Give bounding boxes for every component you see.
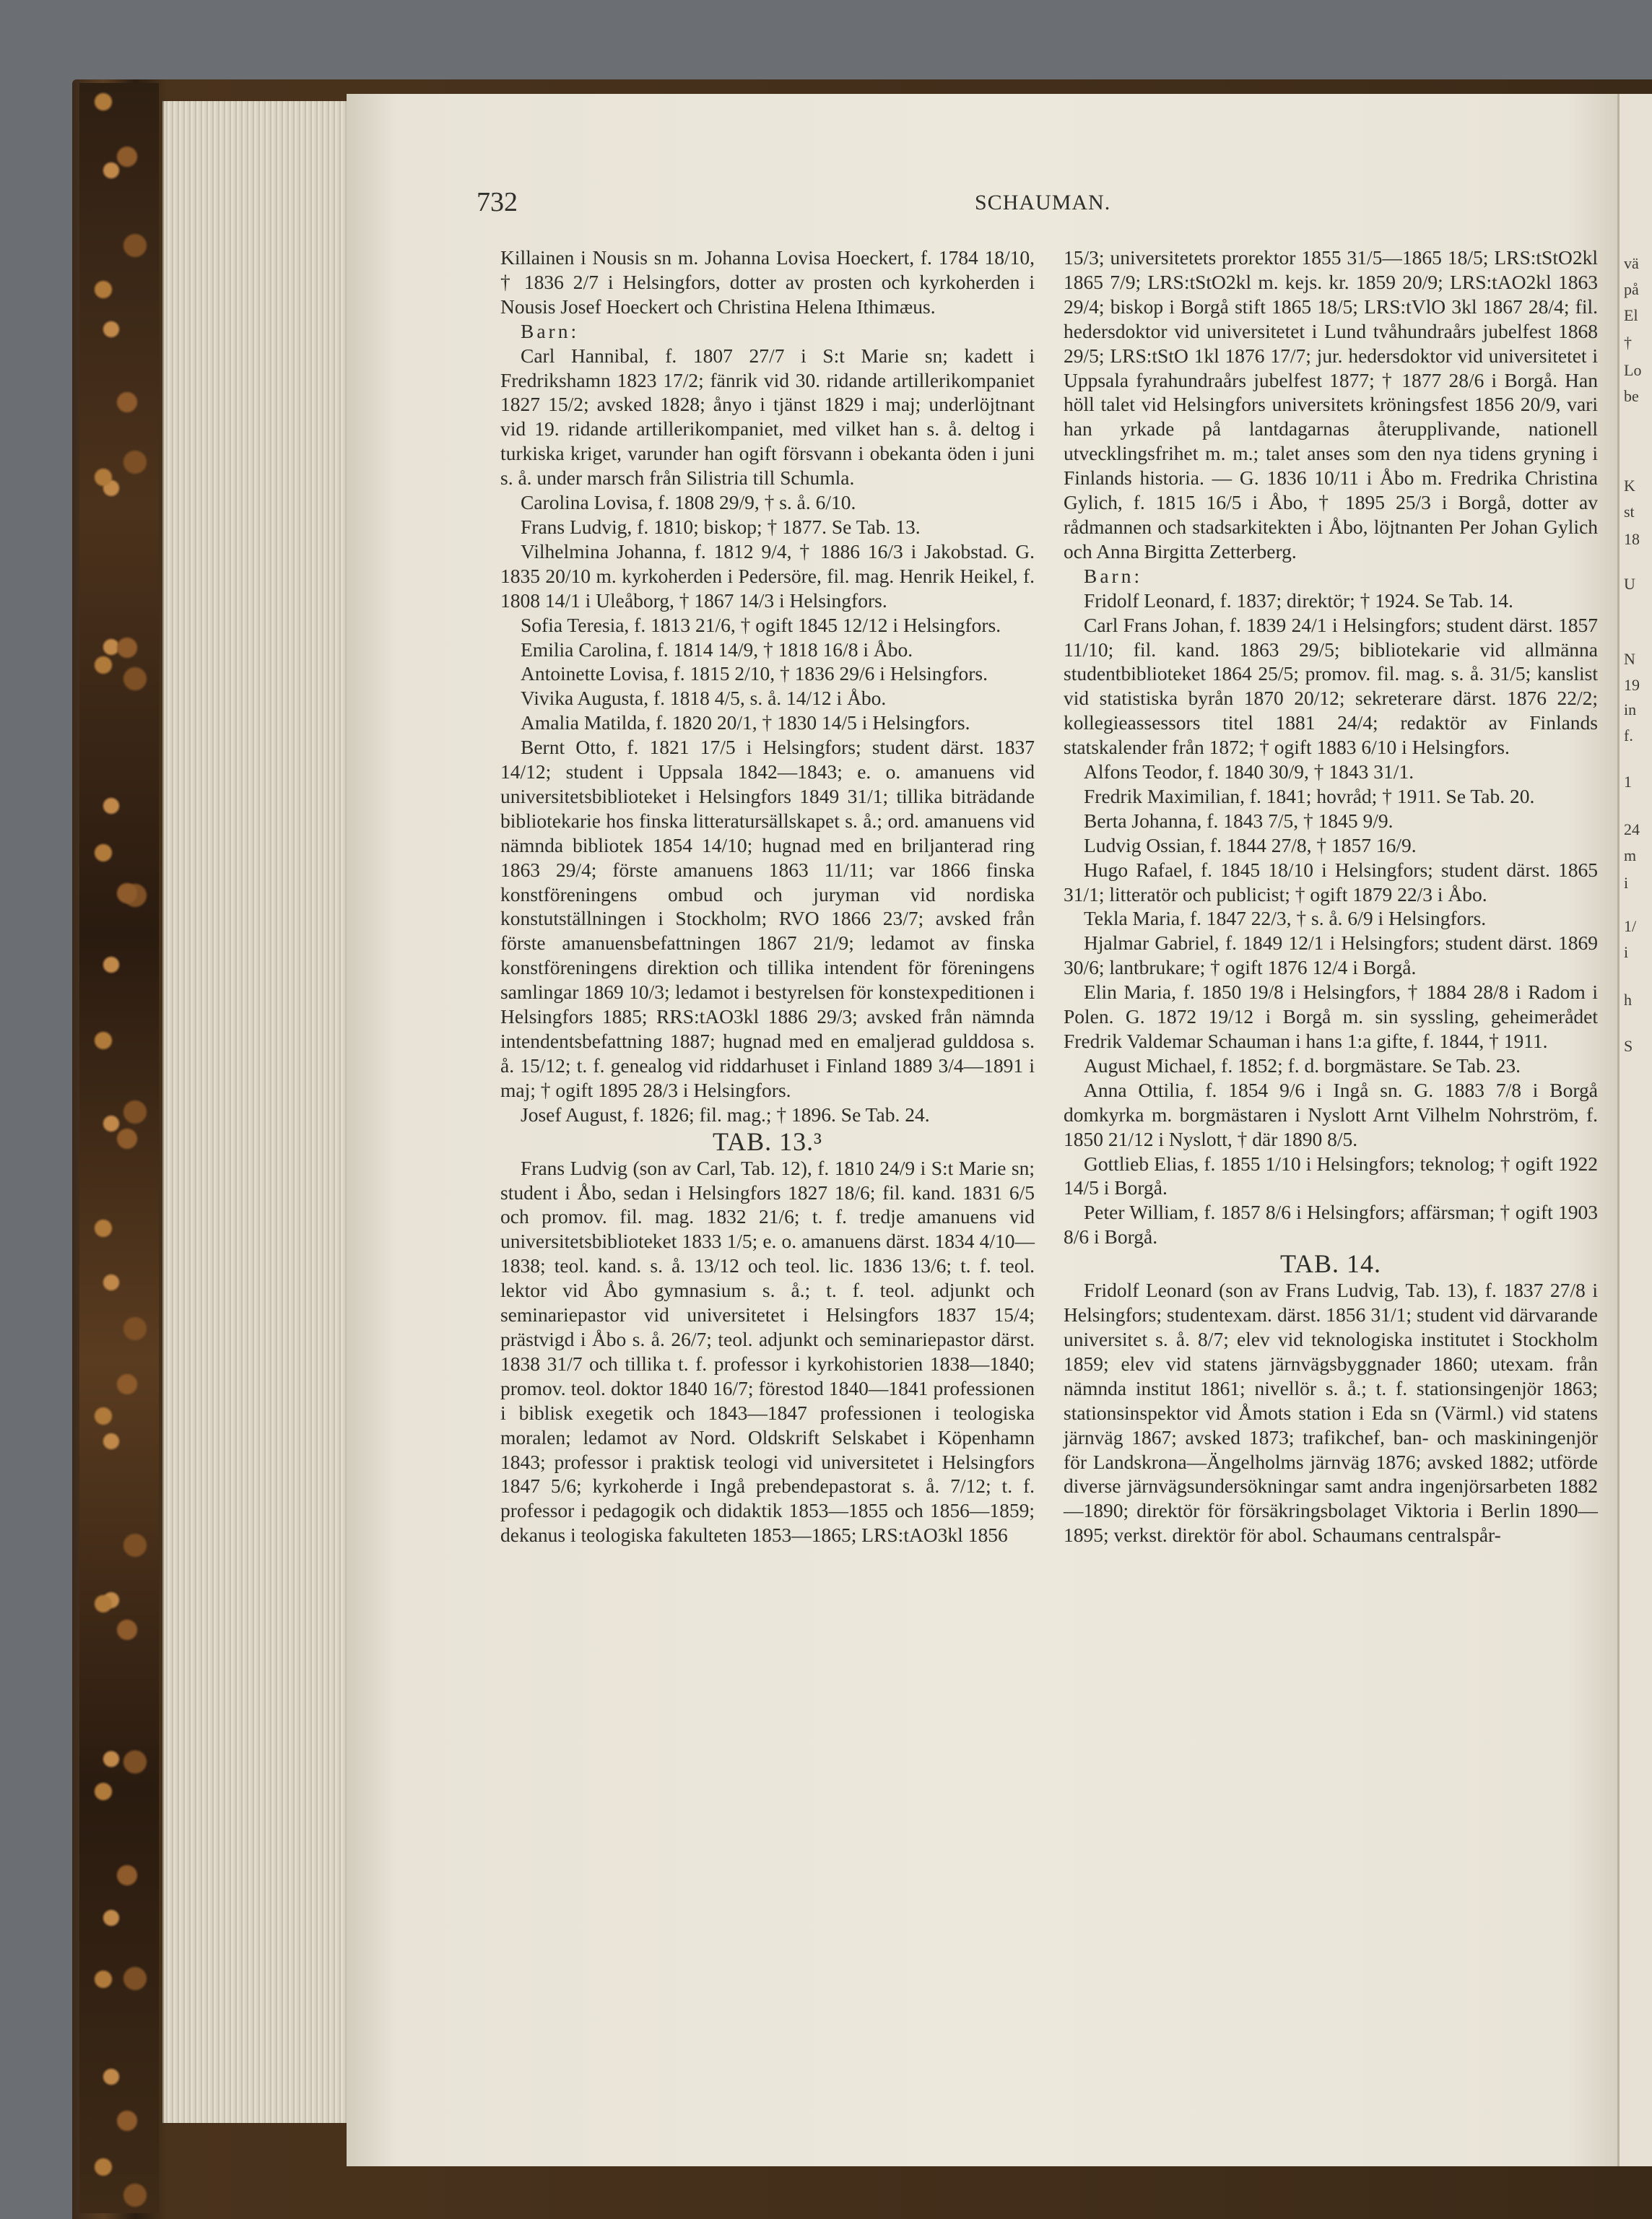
- next-page-fragment: U: [1624, 575, 1635, 593]
- next-page-fragment: 18: [1624, 530, 1640, 548]
- next-page-fragment: K: [1624, 477, 1635, 495]
- next-page-fragment: †: [1624, 334, 1632, 352]
- entry-paragraph: Carl Frans Johan, f. 1839 24/1 i Helsingfors; student därst. 1857 11/10; fil. kand. 1863 29/5; bibliotekarie vid allmänna studentbiblioteket 1864 25/5; promov. fil. mag. s. å. 31/5; kanslist vid statistiska byrån 1870 20/12; sekreterare därst. 1876 22/2; kollegieassessors titel 1881 24/4; redaktör av Finlands statskalender från 1872; † ogift 1883 6/10 i Helsingfors.: [1064, 613, 1598, 759]
- next-page-fragment: Lo: [1624, 361, 1642, 379]
- page-header: [477, 186, 1545, 215]
- next-page-fragment: N: [1624, 650, 1635, 668]
- entry-paragraph: Fridolf Leonard, f. 1837; direktör; † 1924. Se Tab. 14.: [1084, 589, 1513, 612]
- next-page-fragment: m: [1624, 846, 1637, 864]
- next-page-fragment: på: [1624, 280, 1639, 298]
- entry-paragraph: Carl Hannibal, f. 1807 27/7 i S:t Marie sn; kadett i Fredrikshamn 1823 17/2; fänrik vid 30. ridande artillerikompaniet 1827 15/2; avsked 1828; ånyo i tjänst 1829 i maj; underlöjtnant vid 19. ridande artillerikompaniet, med vilket han s. å. deltog i turkiska kriget, varunder han ogift försvann i obekanta öden i juni s. å. under marsch från Silistria till Schumla.: [500, 344, 1035, 490]
- running-head: SCHAUMAN.: [975, 191, 1111, 214]
- page-number: 732: [477, 187, 518, 217]
- entry-paragraph: Berta Johanna, f. 1843 7/5, † 1845 9/9.: [1084, 809, 1394, 832]
- next-page-fragment: 24: [1624, 820, 1640, 838]
- entry-paragraph: Tekla Maria, f. 1847 22/3, † s. å. 6/9 i Helsingfors.: [1084, 907, 1487, 930]
- next-page-fragment: i: [1624, 943, 1629, 961]
- entry-paragraph: Ludvig Ossian, f. 1844 27/8, † 1857 16/9.: [1084, 833, 1417, 856]
- next-page-fragment: f.: [1624, 726, 1633, 744]
- next-page-fragment: vä: [1624, 254, 1639, 272]
- entry-paragraph: August Michael, f. 1852; f. d. borgmästare. Se Tab. 23.: [1084, 1054, 1521, 1077]
- entry-paragraph: Amalia Matilda, f. 1820 20/1, † 1830 14/5 i Helsingfors.: [521, 711, 970, 734]
- next-page-fragment: 1: [1624, 773, 1632, 791]
- entry-paragraph: Josef August, f. 1826; fil. mag.; † 1896. Se Tab. 24.: [521, 1103, 930, 1126]
- section-label: Barn:: [521, 319, 580, 342]
- marbled-binding: [79, 83, 159, 2213]
- entry-paragraph: Alfons Teodor, f. 1840 30/9, † 1843 31/1.: [1084, 760, 1414, 783]
- entry-paragraph: Killainen i Nousis sn m. Johanna Lovisa Hoeckert, f. 1784 18/10, † 1836 2/7 i Helsingfors, dotter av prosten och kyrkoherden i Nousis Josef Hoeckert och Christina Helena Ithimæus.: [500, 246, 1035, 318]
- entry-paragraph: 15/3; universitetets prorektor 1855 31/5—1865 18/5; LRS:tStO2kl 1865 7/9; LRS:tStO2kl m. kejs. kr. 1859 20/9; LRS:tAO2kl 1863 29/4; biskop i Borgå stift 1865 18/5; LRS:tVlO 3kl 1867 28/4; fil. hedersdoktor vid universitetet i Lund tvåhundraårs jubelfest 1868 29/5; LRS:tStO 1kl 1876 17/7; jur. hedersdoktor vid universitetet i Uppsala fyrahundraårs jubelfest 1877; † 1877 28/6 i Borgå. Han höll talet vid Helsingfors universitets kröningsfest 1856 20/9, vari han yrkade på lantdagarnas återupplivande, nationell utvecklingsfrihet m. m.; talet anses som den nya tidens gryning i Finlands historia. — G. 1836 10/11 i Åbo m. Fredrika Christina Gylich, f. 1815 16/5 i Åbo, † 1895 25/3 i Borgå, dotter av rådmannen och stadsarkitekten i Åbo, löjtnanten Per Johan Gylich och Anna Birgitta Zetterberg.: [1064, 246, 1598, 563]
- table-heading: TAB. 14.: [1279, 1249, 1382, 1279]
- entry-paragraph: Hjalmar Gabriel, f. 1849 12/1 i Helsingfors; student därst. 1869 30/6; lantbrukare; † ogift 1876 12/4 i Borgå.: [1064, 932, 1598, 979]
- entry-paragraph: Anna Ottilia, f. 1854 9/6 i Ingå sn. G. 1883 7/8 i Borgå domkyrka m. borgmästaren i Nyslott Arnt Vilhelm Nohrström, f. 1850 21/12 i Nyslott, † där 1890 8/5.: [1064, 1078, 1598, 1150]
- entry-paragraph: Bernt Otto, f. 1821 17/5 i Helsingfors; student därst. 1837 14/12; student i Uppsala 1842—1843; e. o. amanuens vid universitetsbiblioteket i Helsingfors 1849 31/1; tillika biträdande bibliotekarie hos finska litteratursällskapet s. å.; ord. amanuens vid nämnda bibliotek 1854 14/10; hugnad med en briljanterad ring 1863 29/4; förste amanuens 1863 11/11; var 1866 finska konstföreningens ombud och juryman vid nordiska konstutställningen i Stockholm; RVO 1866 23/7; avsked från förste amanuensbefattningen 1867 21/9; ledamot av finska konstföreningens direktion och tillika intendent för föreningens samlingar 1869 10/3; ledamot i bestyrelsen för konstexpeditionen i Helsingfors 1885; RRS:tAO3kl 1886 29/3; avsked från nämnda intendentsbefattning 1887; hugnad med en emaljerad gulddosa s. å. 15/12; t. f. genealog vid riddarhuset i Finland 1889 3/4—1891 i maj; † ogift 1895 28/3 i Helsingfors.: [500, 736, 1035, 1101]
- next-page-fragment: 1/: [1624, 917, 1637, 935]
- next-page-fragment: 19: [1624, 676, 1640, 694]
- next-page-fragment: be: [1624, 387, 1639, 405]
- next-page-fragment: st: [1624, 503, 1635, 521]
- table-heading: TAB. 13.³: [713, 1126, 822, 1156]
- next-page-edge: [1617, 94, 1652, 2166]
- page-edges: [162, 101, 352, 2123]
- next-page-fragment: S: [1624, 1037, 1633, 1055]
- entry-paragraph: Vilhelmina Johanna, f. 1812 9/4, † 1886 16/3 i Jakobstad. G. 1835 20/10 m. kyrkoherden i Pedersöre, fil. mag. Henrik Heikel, f. 1808 14/1 i Uleåborg, † 1867 14/3 i Helsingfors.: [500, 539, 1035, 612]
- next-page-fragment: i: [1624, 874, 1629, 892]
- entry-paragraph: Frans Ludvig (son av Carl, Tab. 12), f. 1810 24/9 i S:t Marie sn; student i Åbo, sedan i Helsingfors 1827 18/6; fil. kand. 1831 6/5 och promov. fil. mag. 1832 21/6; t. f. tredje amanuens vid universitetsbiblioteket 1833 1/5; e. o. amanuens därst. 1834 4/10—1838; teol. kand. s. å. 13/12 och teol. lic. 1836 13/6; t. f. teol. lektor vid Åbo gymnasium s. å.; t. f. teol. adjunkt och seminariepastor vid universitetet i Helsingfors 1837 15/4; prästvigd i Åbo s. å. 26/7; teol. adjunkt och seminariepastor därst. 1838 31/7 och tillika t. f. professor i kyrkohistorien 1838—1840; promov. teol. doktor 1840 16/7; förestod 1840—1841 professionen i biblisk exegetik och 1843—1847 professionen i teologiska moralen; ledamot av Nord. Oldskrift Selskabet i Köpenhamn 1843; professor i praktisk teologi vid universitetet i Helsingfors 1847 5/6; kyrkoherde i Ingå prebendepastorat s. å. 7/12; t. f. professor i pedagogik och didaktik 1853—1855 och 1856—1859; dekanus i teologiska fakulteten 1853—1865; LRS:tAO3kl 1856: [500, 1156, 1035, 1547]
- entry-paragraph: Vivika Augusta, f. 1818 4/5, s. å. 14/12 i Åbo.: [521, 687, 887, 710]
- next-page-fragment: El: [1624, 306, 1638, 324]
- section-label: Barn:: [1084, 564, 1143, 587]
- entry-paragraph: Fredrik Maximilian, f. 1841; hovråd; † 1911. Se Tab. 20.: [1084, 784, 1535, 807]
- entry-paragraph: Gottlieb Elias, f. 1855 1/10 i Helsingfors; teknolog; † ogift 1922 14/5 i Borgå.: [1064, 1152, 1598, 1199]
- next-page-fragment: h: [1624, 991, 1632, 1009]
- entry-paragraph: Antoinette Lovisa, f. 1815 2/10, † 1836 29/6 i Helsingfors.: [521, 662, 988, 685]
- entry-paragraph: Carolina Lovisa, f. 1808 29/9, † s. å. 6/10.: [521, 491, 856, 514]
- entry-paragraph: Frans Ludvig, f. 1810; biskop; † 1877. Se Tab. 13.: [521, 515, 921, 538]
- right-column: [1064, 246, 1598, 1547]
- left-column: [500, 246, 1035, 1547]
- entry-paragraph: Hugo Rafael, f. 1845 18/10 i Helsingfors; student därst. 1865 31/1; litteratör och publicist; † ogift 1879 22/3 i Åbo.: [1064, 858, 1598, 906]
- entry-paragraph: Elin Maria, f. 1850 19/8 i Helsingfors, † 1884 28/8 i Radom i Polen. G. 1872 19/12 i Borgå m. sin syssling, geheimerådet Fredrik Valdemar Schauman i hans 1:a gifte, f. 1844, † 1911.: [1064, 981, 1598, 1052]
- entry-paragraph: Peter William, f. 1857 8/6 i Helsingfors; affärsman; † ogift 1903 8/6 i Borgå.: [1064, 1201, 1598, 1249]
- next-page-fragment: in: [1624, 700, 1637, 718]
- entry-paragraph: Sofia Teresia, f. 1813 21/6, † ogift 1845 12/12 i Helsingfors.: [521, 613, 1001, 636]
- entry-paragraph: Emilia Carolina, f. 1814 14/9, † 1818 16/8 i Åbo.: [521, 638, 913, 661]
- entry-paragraph: Fridolf Leonard (son av Frans Ludvig, Tab. 13), f. 1837 27/8 i Helsingfors; studentexam. därst. 1856 31/1; student vid därvarande universitet s. å. 8/7; elev vid teknologiska institutet i Stockholm 1859; elev vid statens järnvägsbyggnader 1860; utexam. från nämnda institut 1861; nivellör s. å.; t. f. stationsingenjör 1863; stationsinspektor vid Åmots station i Eda sn (Värml.) vid statens järnväg 1867; avsked 1873; trafikchef, ban- och maskiningenjör för Landskrona—Ängelholms järnväg 1876; avsked 1882; utförde diverse järnvägsundersökningar samt andra ingenjörsarbeten 1882—1890; direktör för försäkringsbolaget Viktoria i Berlin 1890—1895; verkst. direktör för abol. Schaumans centralspår-: [1064, 1279, 1598, 1547]
